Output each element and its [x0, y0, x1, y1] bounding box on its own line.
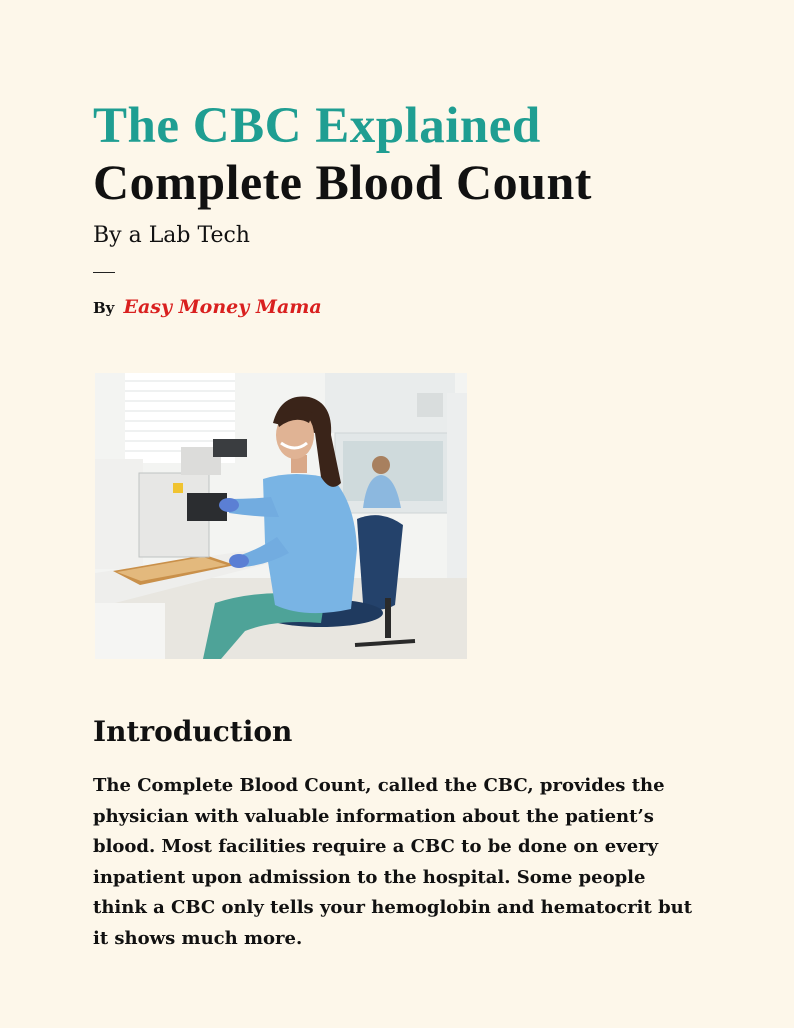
author-name: Easy Money Mama — [123, 296, 322, 318]
byline — [93, 294, 322, 321]
lab-technician-photo — [95, 373, 467, 659]
divider — [93, 272, 115, 273]
document-kicker: The CBC Explained — [93, 98, 541, 154]
intro-paragraph: The Complete Blood Count, called the CBC, provides the physician with valuable information about the patient’s blood. Most facilities require a CBC to be done on every inpatient upon admission to the hospital. Some people think a CBC only tells your hemoglobin and hematocrit but it shows much more. — [93, 775, 693, 949]
document-subtitle: By a Lab Tech — [93, 223, 250, 248]
document-title: Complete Blood Count — [93, 154, 592, 210]
section-heading: Introduction — [93, 715, 293, 748]
byline-label: By — [93, 299, 115, 317]
